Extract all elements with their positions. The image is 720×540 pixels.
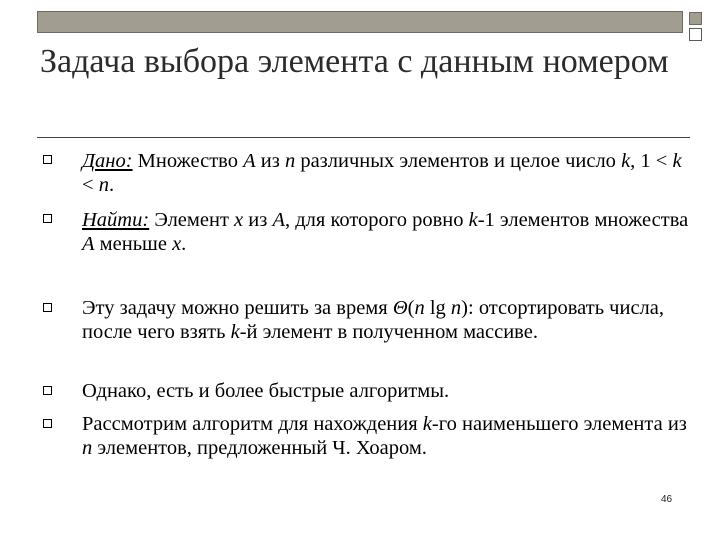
text-span: из bbox=[243, 209, 273, 231]
slide-title: Задача выбора элемента с данным номером bbox=[40, 43, 669, 80]
text-span: Рассмотрим алгоритм для нахождения bbox=[82, 413, 423, 435]
var-span: n bbox=[284, 150, 296, 172]
find-label: Найти: bbox=[82, 209, 150, 231]
text-span: . bbox=[181, 233, 187, 255]
bullet-given bbox=[82, 149, 692, 197]
var-span: A bbox=[82, 233, 95, 255]
text-span: различных элементов и целое число bbox=[295, 150, 622, 172]
bullet-square-icon bbox=[43, 419, 52, 428]
var-span: k bbox=[672, 150, 682, 172]
text-span: , 1 < bbox=[630, 150, 673, 172]
bullet-faster-algorithms bbox=[82, 379, 692, 403]
var-span: A bbox=[272, 209, 285, 231]
var-span: n bbox=[414, 297, 425, 319]
text-span: . bbox=[108, 174, 115, 196]
var-span: x bbox=[172, 233, 182, 255]
text-span: -го наименьшего элемента из bbox=[431, 413, 687, 435]
bullet-find bbox=[82, 208, 692, 256]
text-span: Элемент bbox=[149, 209, 235, 231]
bullet-square-icon bbox=[43, 214, 52, 223]
var-span: n bbox=[450, 297, 462, 319]
text-span: lg bbox=[424, 297, 451, 319]
bullet-square-icon bbox=[43, 386, 52, 395]
text-span: < bbox=[82, 174, 99, 196]
var-span: k bbox=[422, 413, 432, 435]
bullet-square-icon bbox=[43, 155, 52, 164]
theta-symbol: Θ bbox=[392, 297, 408, 319]
bullet-hoare bbox=[82, 412, 692, 460]
var-span: n bbox=[82, 437, 93, 459]
var-span: A bbox=[243, 150, 256, 172]
text-span: -1 элементов множества bbox=[477, 209, 689, 231]
text-span: ): отсортировать числа, после чего взять bbox=[82, 297, 665, 343]
given-label: Дано: bbox=[82, 150, 133, 172]
text-span: Множество bbox=[132, 150, 244, 172]
text-span: Однако, есть и более быстрые алгоритмы. bbox=[82, 380, 450, 402]
text-span: ( bbox=[407, 297, 415, 319]
text-span: из bbox=[255, 150, 285, 172]
var-span: x bbox=[234, 209, 244, 231]
text-span: меньше bbox=[94, 233, 173, 255]
page-number: 46 bbox=[661, 494, 673, 505]
text-span: -й элемент в полученном массиве. bbox=[239, 321, 538, 343]
bullet-sort-approach bbox=[82, 296, 692, 344]
text-span: Эту задачу можно решить за время bbox=[82, 297, 393, 319]
text-span: , для которого ровно bbox=[285, 209, 469, 231]
text-span: элементов, предложенный Ч. Хоаром. bbox=[92, 437, 427, 459]
var-span: k bbox=[621, 150, 631, 172]
bullet-square-icon bbox=[43, 303, 52, 312]
var-span: n bbox=[98, 174, 109, 196]
var-span: k bbox=[468, 209, 478, 231]
var-span: k bbox=[230, 321, 240, 343]
